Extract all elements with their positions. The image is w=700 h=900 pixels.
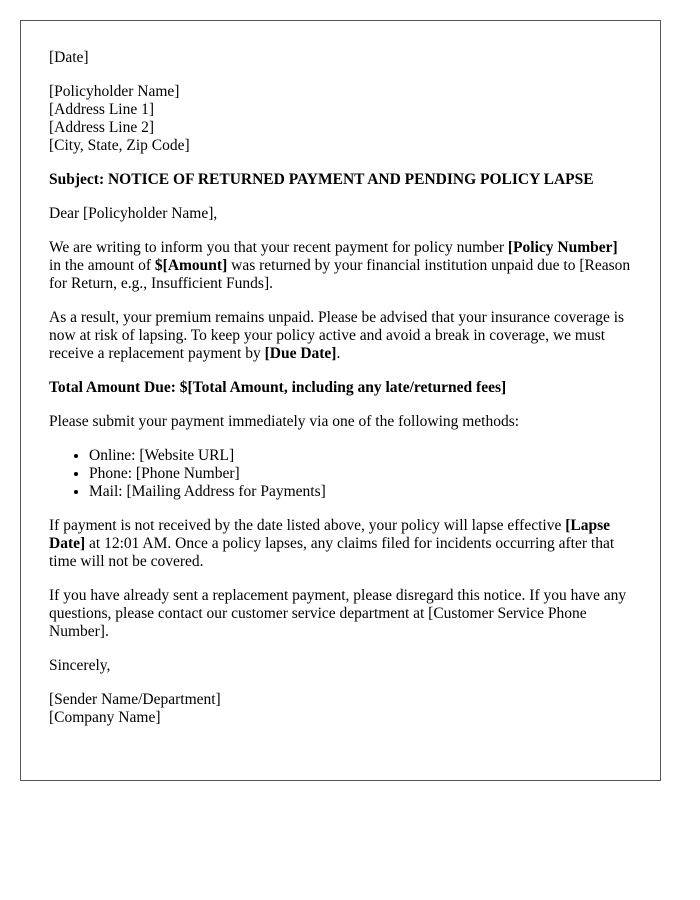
subject-text: NOTICE OF RETURNED PAYMENT AND PENDING POLICY LAPSE [107,171,594,188]
text: in the amount of [49,257,155,274]
company-name: [Company Name] [49,709,161,726]
lapse-date: [Lapse Date] [49,517,611,552]
sender-name: [Sender Name/Department] [49,691,221,708]
subject-line [49,171,632,189]
payment-method-mail: • Mail: [Mailing Address for Payments] [89,483,632,501]
text: We are writing to inform you that your recent payment for policy number [49,239,508,256]
recipient-address [49,83,632,155]
payment-method-online: • Online: [Website URL] [89,447,632,465]
salutation: Dear [Policyholder Name], [49,205,218,222]
signature-block [49,691,632,727]
due-date: [Due Date] [264,345,337,362]
paragraph-contact: If you have already sent a replacement payment, please disregard this notice. If you have any questions, please contact our customer service department at [Customer Service Phone Number]. [49,587,627,640]
text: As a result, your premium remains unpaid. Please be advised that your insurance coverage is now at risk of lapsing. To keep your policy active and avoid a break in coverage, we must receive a replacement payment by [49,309,625,362]
paragraph-lapse [49,517,632,571]
total-due-text: Total Amount Due: $[Total Amount, including any late/returned fees] [49,379,507,396]
amount: $[Amount] [154,257,228,274]
text: If payment is not received by the date listed above, your policy will lapse effective [49,517,566,534]
address-line-2: [Address Line 2] [49,119,155,136]
city-state-zip: [City, State, Zip Code] [49,137,190,154]
text: was returned by your financial institution unpaid due to [Reason for Return, e.g., Insufficient Funds]. [49,257,631,292]
paragraph-returned-payment [49,239,632,293]
paragraph-risk [49,309,632,363]
subject-label: Subject: [49,171,105,188]
text: . [336,345,341,362]
recipient-name: [Policyholder Name] [49,83,180,100]
date: [Date] [49,49,89,66]
closing: Sincerely, [49,657,111,674]
address-line-1: [Address Line 1] [49,101,155,118]
text: at 12:01 AM. Once a policy lapses, any claims filed for incidents occurring after that time will not be covered. [49,535,615,570]
total-amount-due [49,379,632,397]
policy-number: [Policy Number] [507,239,618,256]
methods-intro: Please submit your payment immediately via one of the following methods: [49,413,520,430]
payment-methods-list [49,447,632,501]
letter [20,20,661,781]
payment-method-phone: • Phone: [Phone Number] [89,465,632,483]
